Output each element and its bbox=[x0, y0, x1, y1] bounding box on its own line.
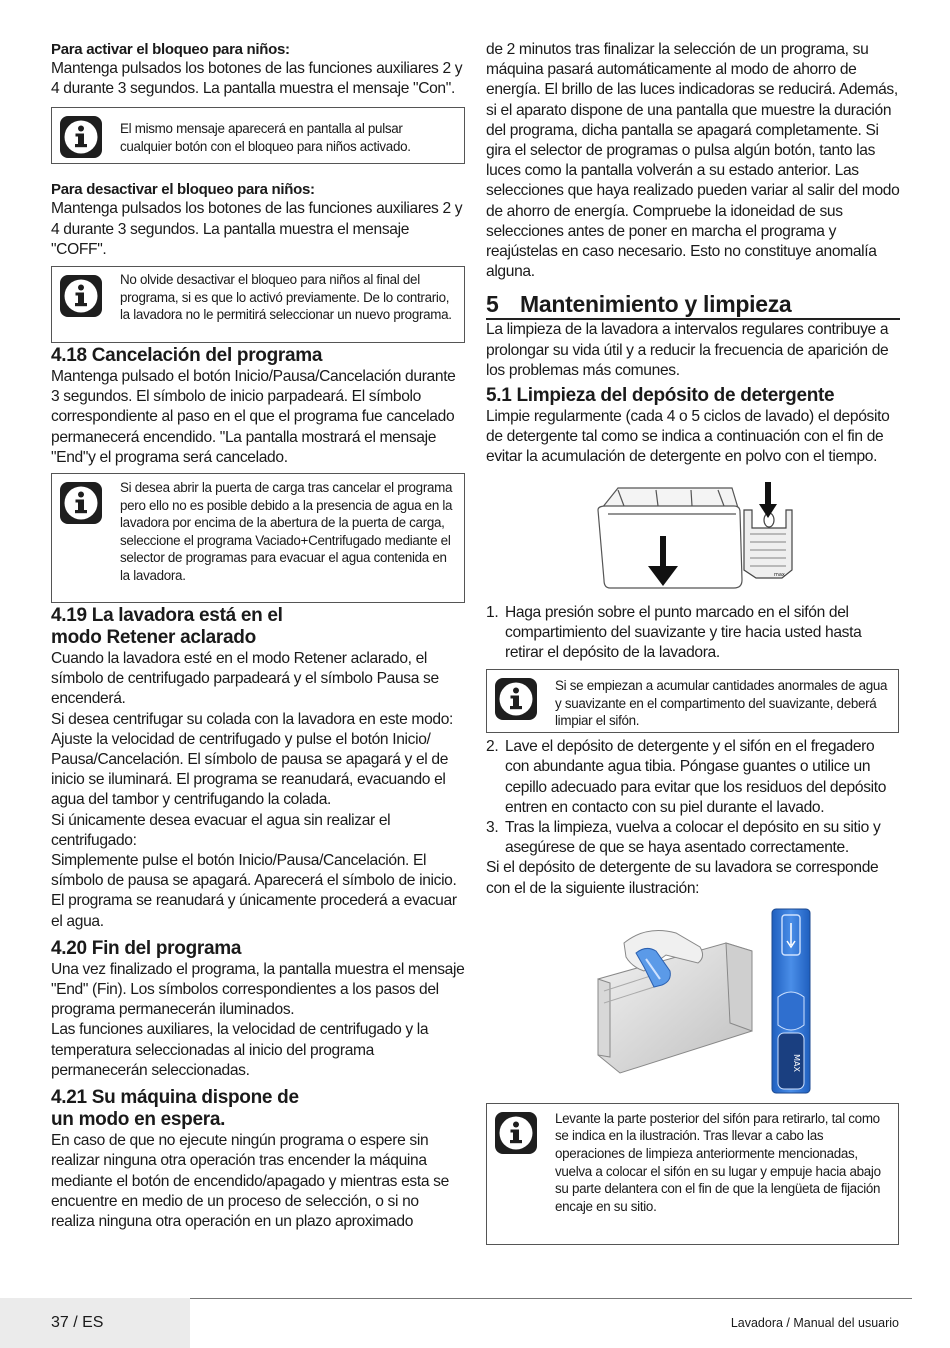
note-text: Si desea abrir la puerta de carga tras cancelar el programa pero ello no es posible debido a la presencia de agua en la lavadora por encima de la abertura de la puerta de carga, seleccione el programa Vaciado+Centrifugado mediante el selector de programas para evacuar el agua contenida en la lavadora. bbox=[120, 480, 453, 583]
section-5-1-title: 5.1 Limpieza del depósito de detergente bbox=[486, 385, 835, 407]
list-item bbox=[486, 603, 900, 664]
energy-saving-text: de 2 minutos tras finalizar la selección de un programa, su máquina pasará automáticamente al modo de ahorro de energía. El brillo de las luces indicadoras se reducirá. Además, si el aparato dispone de una pantalla que muestre la duración del programa, dicha pantalla se apagará completamente. Si gira el selector de programas o pulsa algún botón, tanto las luces como la pantalla volverán a su estado anterior. Las selecciones que haya realizado pueden variar al salir del modo de ahorro de energía. Compruebe la idoneidad de sus selecciones antes de poner en marcha el programa y reajústelas en caso necesario. Esto no constituye anomalía alguna. bbox=[486, 41, 900, 281]
info-icon bbox=[495, 1112, 537, 1154]
section-5-title-text: Mantenimiento y limpieza bbox=[520, 291, 792, 318]
info-icon bbox=[495, 678, 537, 720]
list-text: Tras la limpieza, vuelva a colocar el depósito en su sitio y asegúrese de que se haya asentado correctamente. bbox=[505, 819, 881, 857]
note-text: Si se empiezan a acumular cantidades anormales de agua y suavizante en el compartimento del suavizante, deberá limpiar el sifón. bbox=[555, 678, 888, 729]
info-note bbox=[51, 473, 465, 603]
list-number: 3. bbox=[486, 819, 499, 837]
section-5-number: 5 bbox=[486, 291, 499, 318]
section-4-18-title: 4.18 Cancelación del programa bbox=[51, 345, 323, 367]
child-lock-off-text: Mantenga pulsados los botones de las funciones auxiliares 2 y 4 durante 3 segundos. La pantalla muestra el mensaje "COFF". bbox=[51, 200, 463, 258]
info-icon bbox=[60, 275, 102, 317]
section-4-19-p3: Ajuste la velocidad de centrifugado y pulse el botón Inicio/ Pausa/Cancelación. El símbolo de pausa se apagará y el de inicio se iluminará. El programa se reanudará, evacuando el agua del tambor y centrifugando la colada. bbox=[51, 730, 449, 809]
section-4-19-p4: Si únicamente desea evacuar el agua sin realizar el centrifugado: bbox=[51, 811, 391, 849]
info-note bbox=[51, 266, 465, 343]
section-4-19-title-line1: 4.19 La lavadora está en el bbox=[51, 605, 283, 627]
after-steps-text: Si el depósito de detergente de su lavadora se corresponde con el de la siguiente ilustración: bbox=[486, 859, 879, 897]
siphon-removal-illustration bbox=[486, 905, 900, 1095]
info-icon bbox=[60, 116, 102, 158]
manual-title: Lavadora / Manual del usuario bbox=[730, 1316, 899, 1330]
left-column bbox=[51, 40, 465, 1232]
section-4-21-text: En caso de que no ejecute ningún programa o espere sin realizar ninguna otra operación tras encender la máquina mediante el botón de encendido/apagado y mientras esta se encuentre en medio de un proceso de selección, o si no realiza ninguna otra operación en un plazo aproximado bbox=[51, 1132, 449, 1230]
section-4-19-title bbox=[51, 605, 465, 649]
child-lock-off-heading: Para desactivar el bloqueo para niños: bbox=[51, 181, 315, 199]
right-column bbox=[486, 40, 900, 1245]
child-lock-on-heading: Para activar el bloqueo para niños: bbox=[51, 41, 290, 58]
siphon-max-label: MAX bbox=[792, 1053, 801, 1072]
section-4-19-p1: Cuando la lavadora esté en el modo Retener aclarado, el símbolo de centrifugado parpadeará y el símbolo Pausa se encenderá. bbox=[51, 650, 439, 708]
section-4-19-p5: Simplemente pulse el botón Inicio/Pausa/Cancelación. El símbolo de pausa se apagará. Aparecerá el símbolo de inicio. El programa se reanudará y únicamente procederá a evacuar el agua. bbox=[51, 852, 457, 930]
section-4-21-title bbox=[51, 1087, 465, 1131]
section-4-19-p2: Si desea centrifugar su colada con la lavadora en este modo: bbox=[51, 710, 454, 728]
section-4-21-title-line1: 4.21 Su máquina dispone de bbox=[51, 1087, 299, 1109]
child-lock-on-text: Mantenga pulsados los botones de las funciones auxiliares 2 y 4 durante 3 segundos. La pantalla muestra el mensaje "Con". bbox=[51, 60, 463, 98]
info-icon bbox=[60, 482, 102, 524]
page-number: 37 / ES bbox=[51, 1314, 104, 1331]
info-note bbox=[486, 669, 899, 733]
siphon-max-label: max bbox=[774, 571, 785, 578]
section-5-1-text: Limpie regularmente (cada 4 o 5 ciclos de lavado) el depósito de detergente tal como se indica a continuación con el fin de evitar la acumulación de detergente en polvo con el tiempo. bbox=[486, 408, 890, 466]
note-text: No olvide desactivar el bloqueo para niños al final del programa, si es que lo activó previamente. De lo contrario, la lavadora no le permitirá seleccionar un nuevo programa. bbox=[120, 272, 452, 323]
section-4-20-p2: Las funciones auxiliares, la velocidad de centrifugado y la temperatura seleccionadas al inicio del programa permanecerán seleccionadas. bbox=[51, 1021, 429, 1079]
section-4-20-title: 4.20 Fin del programa bbox=[51, 937, 242, 959]
list-item bbox=[486, 818, 900, 858]
list-item bbox=[486, 737, 900, 818]
section-4-19-title-line2: modo Retener aclarado bbox=[51, 627, 256, 649]
info-note bbox=[486, 1103, 899, 1245]
section-5-text: La limpieza de la lavadora a intervalos regulares contribuye a prolongar su vida útil y a reducir la frecuencia de aparición de los problemas más comunes. bbox=[486, 321, 889, 379]
section-4-20-p1: Una vez finalizado el programa, la pantalla muestra el mensaje "End" (Fin). Los símbolos correspondientes a los pasos del programa permanecerán iluminados. bbox=[51, 960, 465, 1019]
list-text: Haga presión sobre el punto marcado en el sifón del compartimiento del suavizante y tire hacia usted hasta retirar el depósito de la lavadora. bbox=[505, 603, 862, 662]
section-4-18-text: Mantenga pulsado el botón Inicio/Pausa/Cancelación durante 3 segundos. El símbolo de inicio parpadeará. El símbolo correspondiente al paso en el que el programa fue cancelado permanecerá encendido. "La pantalla mostrará el mensaje "End"y el programa será cancelado. bbox=[51, 368, 456, 466]
page-footer bbox=[0, 1298, 950, 1348]
section-4-21-title-line2: un modo en espera. bbox=[51, 1109, 226, 1131]
list-text: Lave el depósito de detergente y el sifón en el fregadero con abundante agua tibia. Póngase guantes o utilice un cepillo adecuado para evitar que los residuos del depósito entren en contacto con su piel durante el lavado. bbox=[505, 738, 887, 816]
note-text: Levante la parte posterior del sifón para retirarlo, tal como se indica en la ilustración. Tras llevar a cabo las operaciones de limpieza anteriormente mencionadas, vuelva a colocar el sifón en su lugar y empuje hacia abajo su parte delantera con el fin de que la lengüeta de fijación encaje en su sitio. bbox=[555, 1110, 881, 1214]
section-5-title bbox=[486, 290, 900, 320]
note-text: El mismo mensaje aparecerá en pantalla al pulsar cualquier botón con el bloqueo para niños activado. bbox=[120, 121, 411, 154]
info-note bbox=[51, 107, 465, 164]
drawer-removal-illustration bbox=[486, 480, 900, 595]
list-number: 2. bbox=[486, 738, 499, 756]
list-number: 1. bbox=[486, 603, 499, 621]
